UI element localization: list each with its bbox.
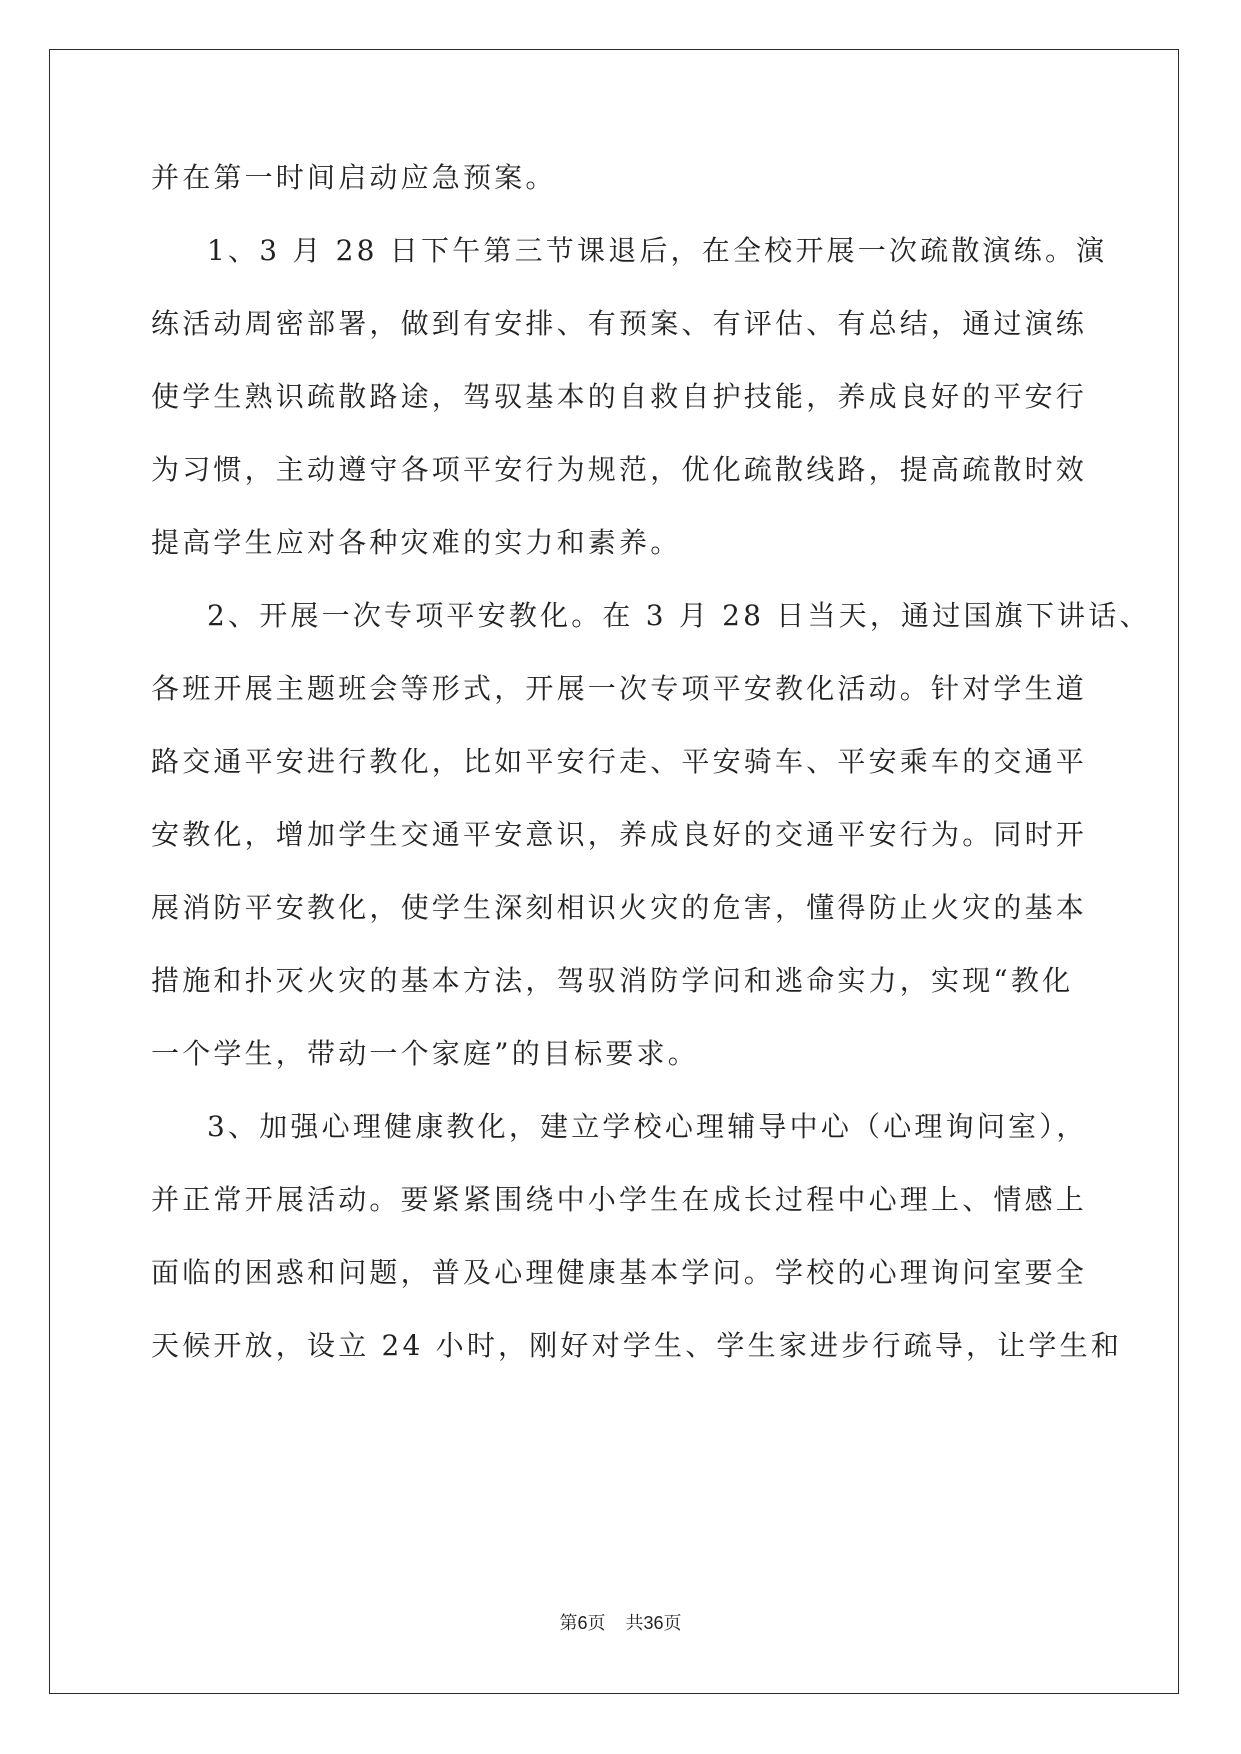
text-line: 各班开展主题班会等形式，开展一次专项平安教化活动。针对学生道 <box>151 672 1088 705</box>
text-line: 措施和扑灭火灾的基本方法，驾驭消防学问和逃命实力，实现“教化 <box>151 964 1074 997</box>
text-line: 练活动周密部署，做到有安排、有预案、有评估、有总结，通过演练 <box>151 307 1088 340</box>
page-suffix: 页 <box>587 1613 606 1634</box>
text-line: 天候开放，设立 24 小时，刚好对学生、学生家进步行疏导，让学生和 <box>151 1329 1123 1362</box>
text-line: 安教化，增加学生交通平安意识，养成良好的交通平安行为。同时开 <box>151 818 1088 851</box>
text-line: 并在第一时间启动应急预案。 <box>151 161 557 194</box>
text-line: 一个学生，带动一个家庭”的目标要求。 <box>151 1037 699 1070</box>
page-prefix: 第 <box>559 1613 578 1634</box>
page-footer <box>0 1609 1241 1635</box>
text-line: 并正常开展活动。要紧紧围绕中小学生在成长过程中心理上、情感上 <box>151 1183 1088 1216</box>
text-line: 面临的困惑和问题，普及心理健康基本学问。学校的心理询问室要全 <box>151 1256 1088 1289</box>
total-prefix: 共 <box>625 1613 644 1634</box>
text-line: 展消防平安教化，使学生深刻相识火灾的危害，懂得防止火灾的基本 <box>151 891 1088 924</box>
paragraph-1-start: 1、3 月 28 日下午第三节课退后，在全校开展一次疏散演练。演 <box>207 234 1108 267</box>
text-line: 路交通平安进行教化，比如平安行走、平安骑车、平安乘车的交通平 <box>151 745 1088 778</box>
paragraph-3-start: 3、加强心理健康教化，建立学校心理辅导中心（心理询问室）， <box>207 1110 1088 1143</box>
page-number: 6 <box>577 1613 588 1633</box>
paragraph-2-start: 2、开展一次专项平安教化。在 3 月 28 日当天，通过国旗下讲话、 <box>207 599 1151 632</box>
text-line: 提高学生应对各种灾难的实力和素养。 <box>151 526 682 559</box>
text-line: 为习惯，主动遵守各项平安行为规范，优化疏散线路，提高疏散时效 <box>151 453 1088 486</box>
text-line: 使学生熟识疏散路途，驾驭基本的自救自护技能，养成良好的平安行 <box>151 380 1088 413</box>
total-pages: 36 <box>643 1613 664 1633</box>
total-suffix: 页 <box>663 1613 682 1634</box>
page-border <box>49 49 1179 1694</box>
